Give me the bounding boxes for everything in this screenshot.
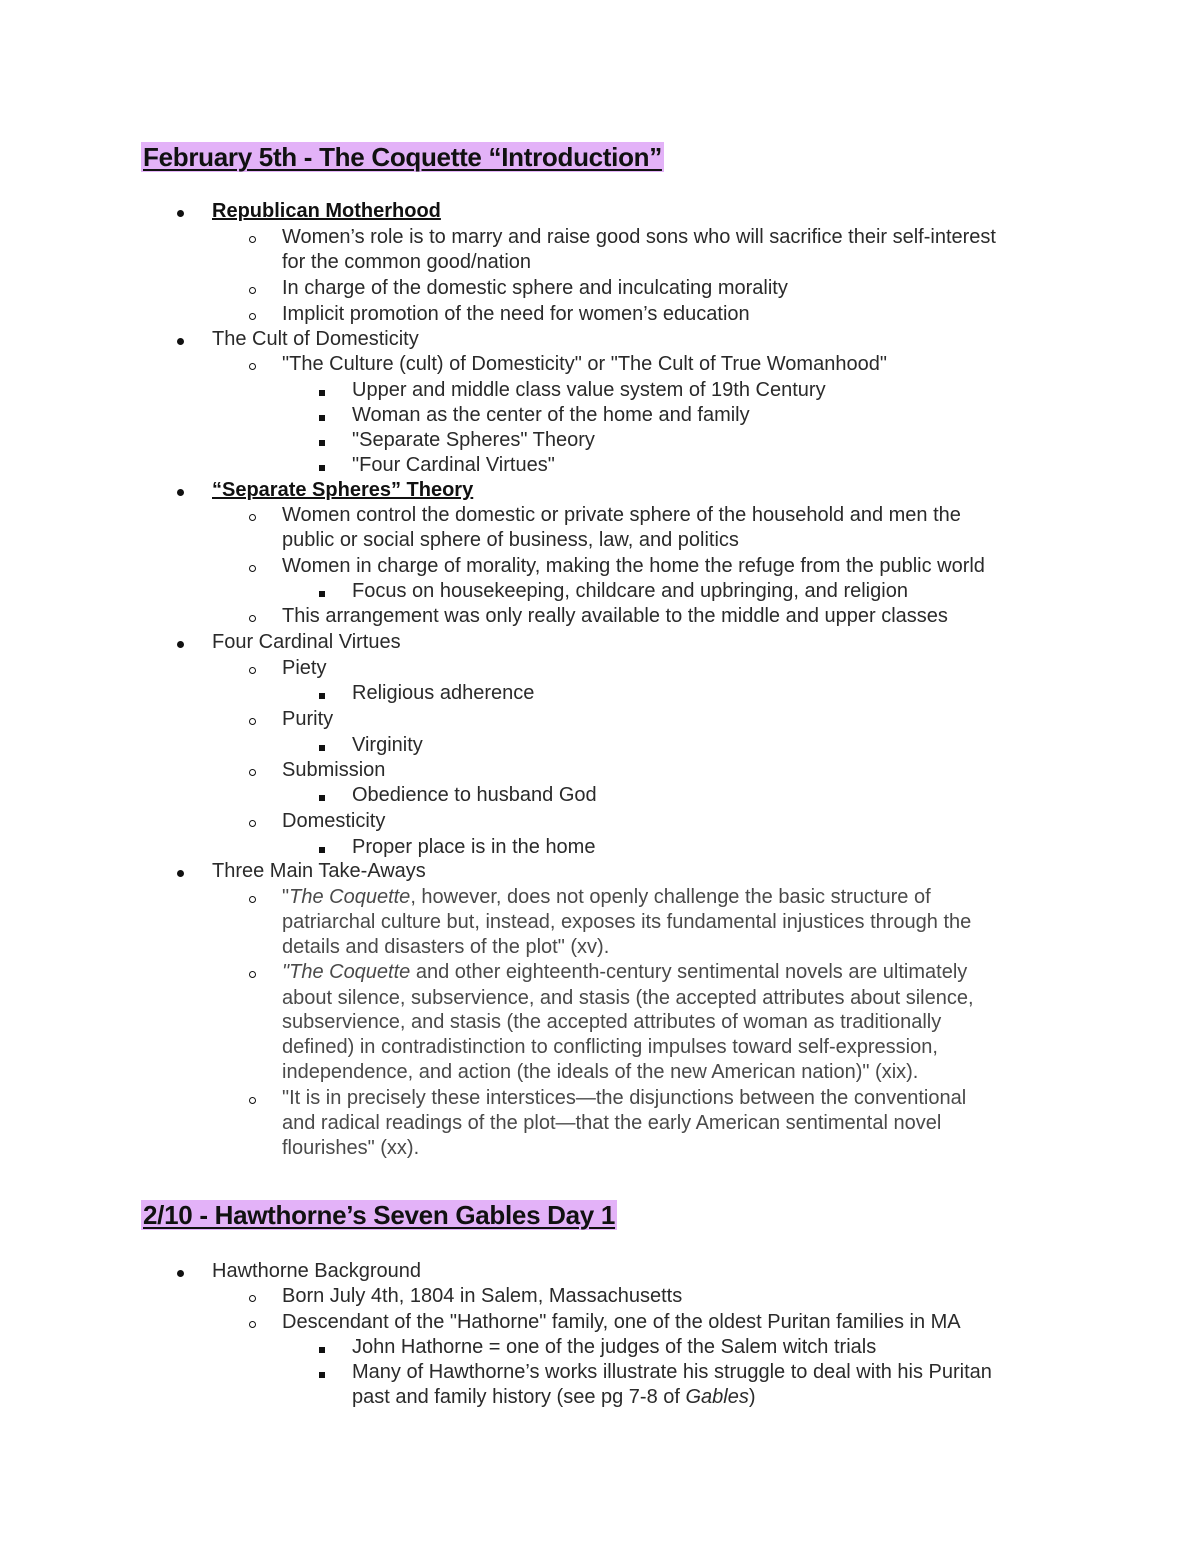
list-item-level2: Piety xyxy=(282,657,327,679)
list-item-continuation: past and family history (see pg 7-8 of Gables) xyxy=(352,1386,756,1408)
list-item-level1: Four Cardinal Virtues xyxy=(212,631,401,653)
list-item-level3: Focus on housekeeping, childcare and upbringing, and religion xyxy=(352,580,908,602)
quote-line: flourishes" (xx). xyxy=(282,1137,420,1159)
quote-line: "The Coquette and other eighteenth-century sentimental novels are ultimately xyxy=(282,961,968,983)
bullet-square-icon xyxy=(315,1335,329,1359)
bullet-circle-icon xyxy=(245,809,259,833)
section-heading: February 5th - The Coquette “Introduction” xyxy=(143,142,662,172)
quote-line: subservience, and stasis (the accepted attributes of woman as traditionally xyxy=(282,1011,942,1033)
list-item-level3: "Separate Spheres" Theory xyxy=(352,429,595,451)
quote-line: and radical readings of the plot—that the early American sentimental novel xyxy=(282,1112,942,1134)
list-item-level1: Republican Motherhood xyxy=(212,200,441,222)
bullet-square-icon xyxy=(315,378,329,402)
quote-line: patriarchal culture but, instead, exposes its fundamental injustices through the xyxy=(282,911,972,933)
bullet-square-icon xyxy=(315,783,329,807)
list-item-continuation: for the common good/nation xyxy=(282,251,532,273)
list-item-level2: Descendant of the "Hathorne" family, one of the oldest Puritan families in MA xyxy=(282,1311,961,1333)
list-item-level3: Obedience to husband God xyxy=(352,784,597,806)
bullet-circle-icon xyxy=(245,1284,259,1308)
bullet-square-icon xyxy=(315,453,329,477)
list-item-level3: Religious adherence xyxy=(352,682,535,704)
list-item-level2: Implicit promotion of the need for women’s education xyxy=(282,303,750,325)
bullet-circle-icon xyxy=(245,302,259,326)
quote-line: "It is in precisely these interstices—the disjunctions between the conventional xyxy=(282,1087,967,1109)
list-item-level3: Many of Hawthorne’s works illustrate his struggle to deal with his Puritan xyxy=(352,1361,992,1383)
bullet-circle-icon xyxy=(245,885,259,909)
bullet-circle-icon xyxy=(245,554,259,578)
list-item-level2: Women in charge of morality, making the home the refuge from the public world xyxy=(282,555,985,577)
list-item-level1: Hawthorne Background xyxy=(212,1260,422,1282)
list-item-level3: Woman as the center of the home and family xyxy=(352,404,750,426)
bullet-square-icon xyxy=(315,403,329,427)
list-item-level2: Submission xyxy=(282,759,386,781)
bullet-circle-icon xyxy=(245,503,259,527)
list-item-level3: Virginity xyxy=(352,734,423,756)
list-item-level2: This arrangement was only really available to the middle and upper classes xyxy=(282,605,948,627)
bullet-circle-icon xyxy=(245,604,259,628)
list-item-level2: Domesticity xyxy=(282,810,386,832)
quote-line: independence, and action (the ideals of the new American nation)" (xix). xyxy=(282,1061,919,1083)
bullet-dot-icon xyxy=(173,1259,187,1283)
list-item-level1: “Separate Spheres” Theory xyxy=(212,479,474,501)
bullet-square-icon xyxy=(315,579,329,603)
bullet-circle-icon xyxy=(245,656,259,680)
bullet-circle-icon xyxy=(245,758,259,782)
bullet-square-icon xyxy=(315,681,329,705)
section-heading: 2/10 - Hawthorne’s Seven Gables Day 1 xyxy=(143,1200,616,1230)
list-item-level2: "The Culture (cult) of Domesticity" or "The Cult of True Womanhood" xyxy=(282,353,887,375)
quote-line: about silence, subservience, and stasis (the accepted attributes about silence, xyxy=(282,987,974,1009)
list-item-level2: Born July 4th, 1804 in Salem, Massachusetts xyxy=(282,1285,683,1307)
quote-line: details and disasters of the plot" (xv). xyxy=(282,936,610,958)
bullet-dot-icon xyxy=(173,630,187,654)
bullet-circle-icon xyxy=(245,707,259,731)
list-item-level3: "Four Cardinal Virtues" xyxy=(352,454,555,476)
bullet-circle-icon xyxy=(245,352,259,376)
list-item-level1: The Cult of Domesticity xyxy=(212,328,419,350)
list-item-level3: John Hathorne = one of the judges of the Salem witch trials xyxy=(352,1336,877,1358)
list-item-level2: Women’s role is to marry and raise good sons who will sacrifice their self-interest xyxy=(282,226,996,248)
bullet-circle-icon xyxy=(245,225,259,249)
list-item-level3: Proper place is in the home xyxy=(352,836,596,858)
quote-line: defined) in contradistinction to conflicting impulses toward self-expression, xyxy=(282,1036,938,1058)
list-item-level2: Purity xyxy=(282,708,334,730)
list-item-level2: In charge of the domestic sphere and inculcating morality xyxy=(282,277,788,299)
bullet-dot-icon xyxy=(173,199,187,223)
quote-line: "The Coquette, however, does not openly challenge the basic structure of xyxy=(282,886,931,908)
bullet-dot-icon xyxy=(173,327,187,351)
list-item-level1: Three Main Take-Aways xyxy=(212,860,426,882)
bullet-square-icon xyxy=(315,1360,329,1384)
bullet-square-icon xyxy=(315,733,329,757)
bullet-circle-icon xyxy=(245,960,259,984)
list-item-continuation: public or social sphere of business, law, and politics xyxy=(282,529,739,551)
bullet-circle-icon xyxy=(245,1310,259,1334)
bullet-square-icon xyxy=(315,835,329,859)
list-item-level3: Upper and middle class value system of 19th Century xyxy=(352,379,826,401)
bullet-circle-icon xyxy=(245,1086,259,1110)
list-item-level2: Women control the domestic or private sphere of the household and men the xyxy=(282,504,961,526)
bullet-circle-icon xyxy=(245,276,259,300)
bullet-dot-icon xyxy=(173,478,187,502)
bullet-dot-icon xyxy=(173,859,187,883)
bullet-square-icon xyxy=(315,428,329,452)
